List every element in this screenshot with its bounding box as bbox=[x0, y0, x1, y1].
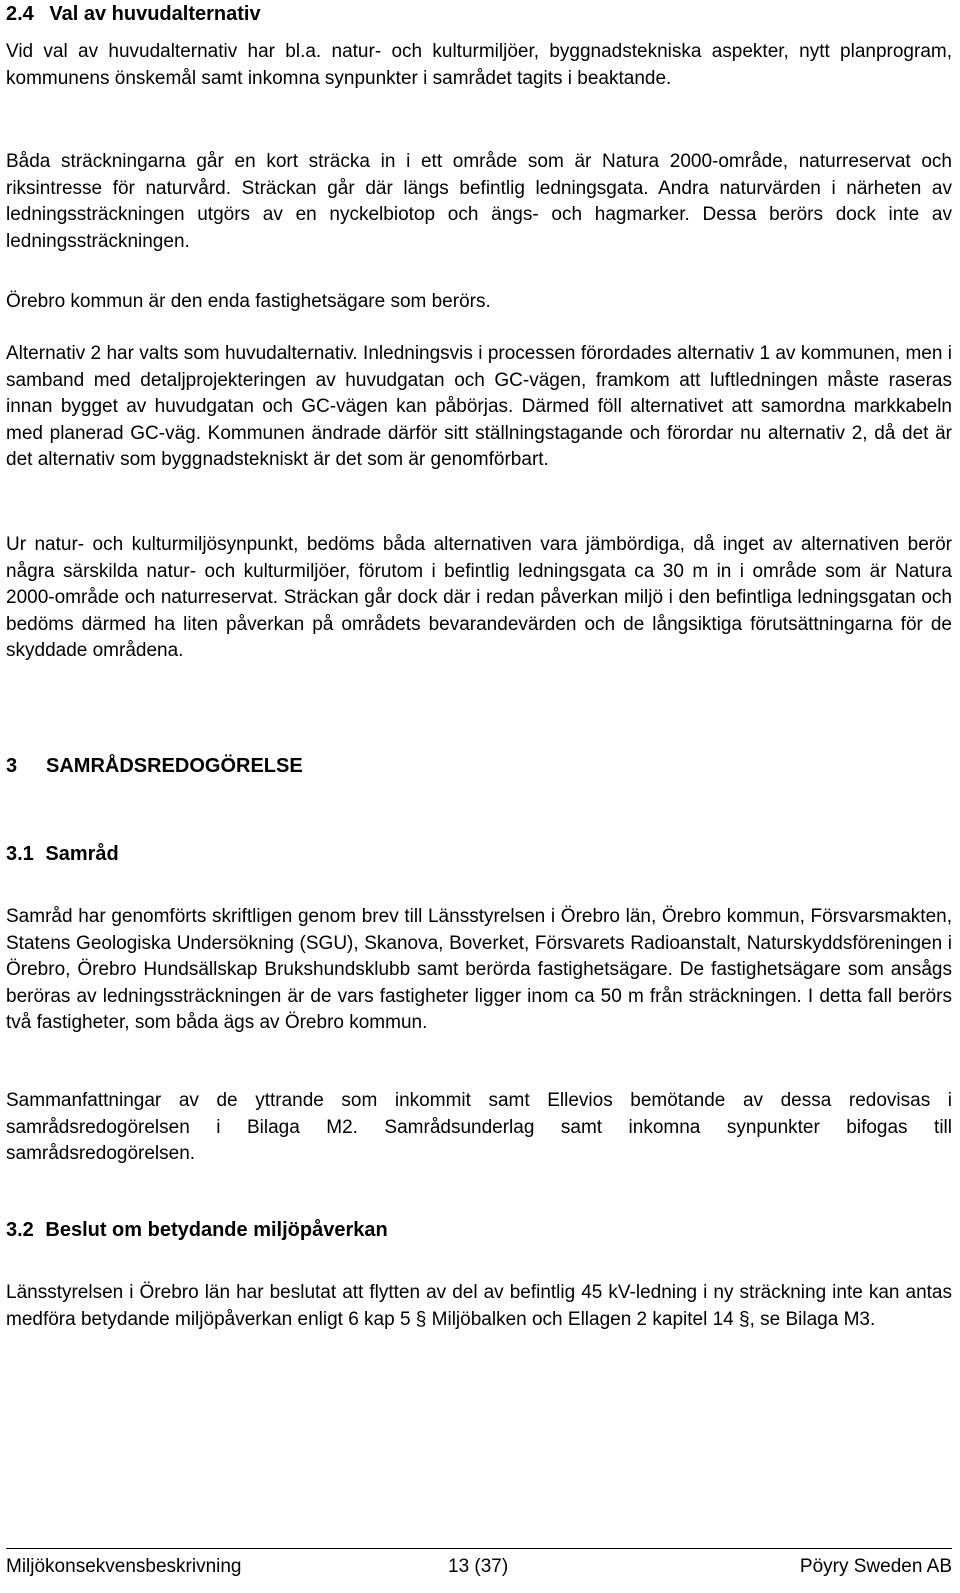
section-number: 3.2 bbox=[6, 1219, 34, 1241]
footer-company: Pöyry Sweden AB bbox=[799, 1556, 952, 1577]
section-number: 2.4 bbox=[6, 3, 34, 25]
paragraph: Ur natur- och kulturmiljösynpunkt, bedöms båda alternativen vara jämbördiga, då inget av alternativen berör några särskilda natur- och kulturmiljöer, förutom i befintlig ledningsgata ca 30 m in i område som är Natura 2000-område och naturreservat. Sträckan går dock där i redan påverkan miljö i den befintliga ledningsgatan och bedöms därmed ha liten påverkan på områdets bevarandevärden och de långsiktiga förutsättningarna för de skyddade områdena. bbox=[6, 534, 952, 662]
paragraph: Alternativ 2 har valts som huvudalternativ. Inledningsvis i processen förordades alternativ 1 av kommunen, men i samband med detaljprojekteringen av huvudgatan och GC-vägen, framkom att luftledningen måste raseras innan bygget av huvudgatan och GC-vägen kan påbörjas. Därmed föll alternativet att samordna markkabeln med planerad GC-väg. Kommunen ändrade därför sitt ställningstagande och förordar nu alternativ 2, då det är det alternativ som byggnadstekniskt är det som är genomförbart. bbox=[6, 343, 952, 471]
section-heading-3 bbox=[6, 752, 303, 780]
section-heading-3-1 bbox=[6, 840, 119, 868]
paragraph: Sammanfattningar av de yttrande som inkommit samt Ellevios bemötande av dessa redovisas i samrådsredogörelsen i Bilaga M2. Samrådsunderlag samt inkomna synpunkter bifogas till samrådsredogörelsen. bbox=[6, 1090, 952, 1165]
section-heading-2-4 bbox=[6, 0, 261, 28]
paragraph: Samråd har genomförts skriftligen genom brev till Länsstyrelsen i Örebro län, Örebro kommun, Försvarsmakten, Statens Geologiska Undersökning (SGU), Skanova, Boverket, Försvarets Radioanstalt, Naturskyddsföreningen i Örebro, Örebro Hundsällskap Brukshundsklubb samt berörda fastighetsägare. De fastighetsägare som ansågs beröras av ledningssträckningen är de vars fastigheter ligger inom ca 50 m från sträckningen. I detta fall berörs två fastigheter, som båda ägs av Örebro kommun. bbox=[6, 906, 952, 1034]
footer-page-number: 13 (37) bbox=[448, 1556, 509, 1577]
footer-divider bbox=[6, 1548, 952, 1549]
paragraph: Vid val av huvudalternativ har bl.a. natur- och kulturmiljöer, byggnadstekniska aspekter, nytt planprogram, kommunens önskemål samt inkomna synpunkter i samrådet tagits i beaktande. bbox=[6, 41, 952, 89]
footer-document-title: Miljökonsekvensbeskrivning bbox=[6, 1556, 242, 1577]
paragraph: Båda sträckningarna går en kort sträcka in i ett område som är Natura 2000-område, naturreservat och riksintresse för naturvård. Sträckan går där längs befintlig ledningsgata. Andra naturvärden i närheten av ledningssträckningen utgörs av en nyckelbiotop och ängs- och hagmarker. Dessa berörs dock inte av ledningssträckningen. bbox=[6, 151, 952, 252]
section-title: SAMRÅDSREDOGÖRELSE bbox=[46, 755, 303, 777]
section-title: Samråd bbox=[45, 843, 119, 865]
section-title: Val av huvudalternativ bbox=[49, 3, 261, 25]
section-title: Beslut om betydande miljöpåverkan bbox=[45, 1219, 388, 1241]
section-number: 3 bbox=[6, 755, 18, 777]
paragraph: Örebro kommun är den enda fastighetsägare som berörs. bbox=[6, 291, 491, 312]
paragraph: Länsstyrelsen i Örebro län har beslutat att flytten av del av befintlig 45 kV-ledning i ny sträckning inte kan antas medföra betydande miljöpåverkan enligt 6 kap 5 § Miljöbalken och Ellagen 2 kapitel 14 §, se Bilaga M3. bbox=[6, 1282, 952, 1330]
section-heading-3-2 bbox=[6, 1216, 388, 1244]
section-number: 3.1 bbox=[6, 843, 34, 865]
